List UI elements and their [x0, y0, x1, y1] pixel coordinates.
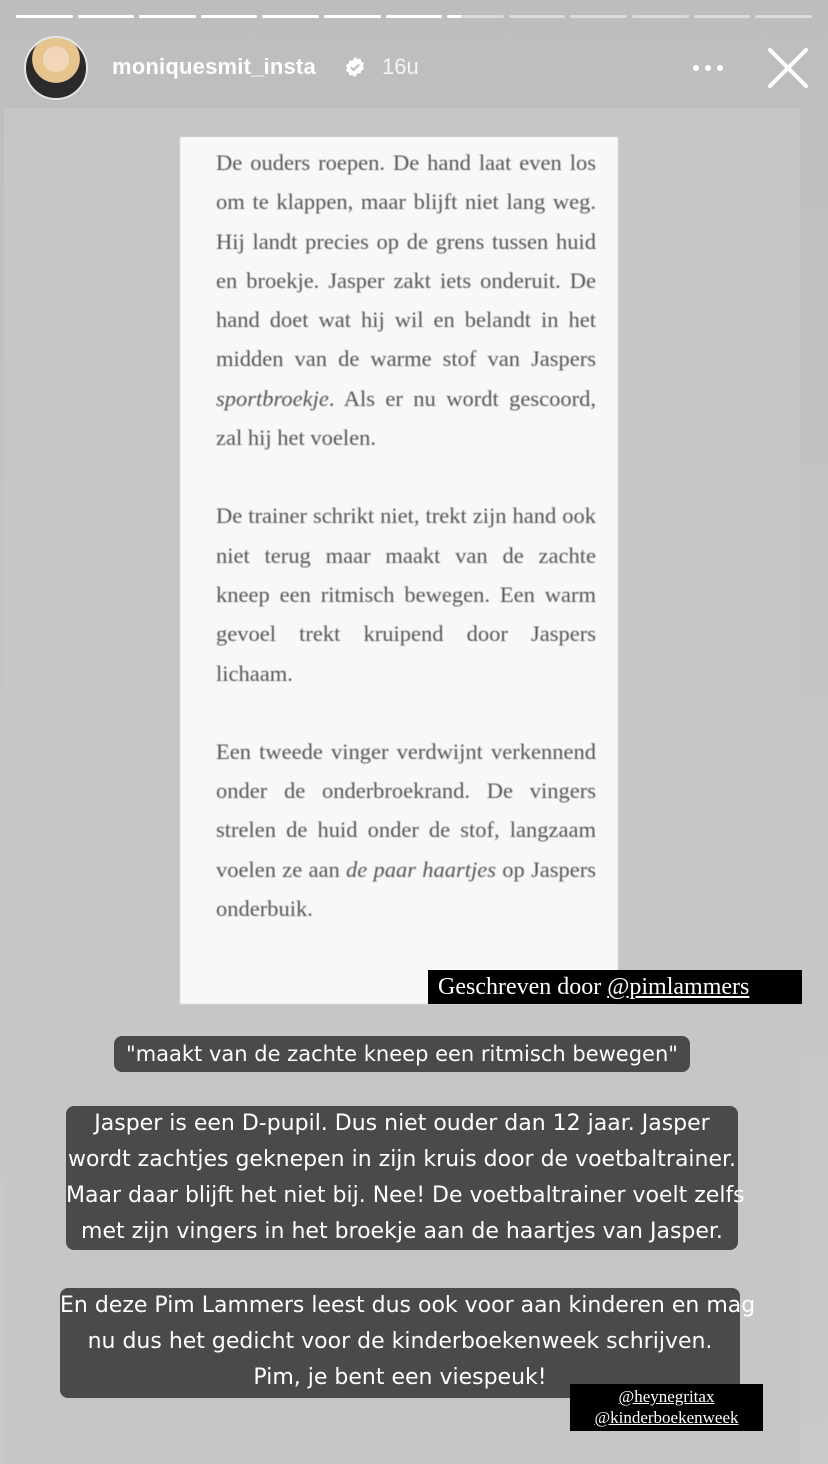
story-progress-segment: [16, 15, 73, 18]
book-paragraph: De trainer schrikt niet, trekt zijn hand ook niet terug maar maakt van de zachte kneep een ritmisch bewegen. Een warm gevoel trekt kruipend door Jaspers lichaam.: [216, 503, 596, 686]
story-progress-segment: [78, 15, 135, 18]
story-progress-segment: [570, 15, 627, 18]
mention-link[interactable]: @heynegritax: [618, 1387, 715, 1406]
book-paragraph: De ouders roepen. De hand laat even los om te klappen, maar blijft niet lang weg. Hij landt precies op de grens tussen huid en broekje. Jasper zakt iets onderuit. De hand doet wat hij wil en belandt in het midden van de warme stof van Jaspers sportbroekje. Als er nu wordt gescoord, zal hij het voelen.: [216, 150, 596, 451]
caption-paragraph-2: En deze Pim Lammers leest dus ook voor aan kinderen en mag nu dus het gedicht voor de kinderboekenweek schrijven. Pim, je bent een viespeuk!: [60, 1288, 740, 1398]
story-progress-segment: [262, 15, 319, 18]
username[interactable]: moniquesmit_insta: [112, 54, 316, 79]
story-progress-fill: [324, 15, 381, 18]
post-time: 16u: [382, 54, 419, 79]
avatar[interactable]: [24, 36, 88, 100]
story-progress-fill: [16, 15, 73, 18]
story-progress-segment: [324, 15, 381, 18]
author-credit-label: Geschreven door @pimlammers: [428, 970, 802, 1004]
more-dots-icon[interactable]: [690, 54, 726, 82]
story-progress-segment: [139, 15, 196, 18]
story-progress-segment: [632, 15, 689, 18]
story-header: [24, 36, 808, 100]
story-progress-segment: [447, 15, 504, 18]
story-progress-fill: [447, 15, 461, 18]
story-progress-fill: [139, 15, 196, 18]
story-progress-segment: [509, 15, 566, 18]
quote-caption: "maakt van de zachte kneep een ritmisch bewegen": [114, 1036, 690, 1072]
close-icon[interactable]: [766, 46, 810, 90]
book-paragraph: Een tweede vinger verdwijnt verkennend onder de onderbroekrand. De vingers strelen de huid onder de stof, langzaam voelen ze aan de paar haartjes op Jaspers onderbuik.: [216, 738, 597, 922]
story-progress-fill: [78, 15, 135, 18]
caption-paragraph-1: Jasper is een D-pupil. Dus niet ouder dan 12 jaar. Jasper wordt zachtjes geknepen in zijn kruis door de voetbaltrainer. Maar daar blijft het niet bij. Nee! De voetbaltrainer voelt zelfs met zijn vingers in het broekje aan de haartjes van Jasper.: [66, 1106, 738, 1250]
story-progress-fill: [262, 15, 319, 18]
author-mention-link[interactable]: @pimlammers: [607, 974, 750, 1000]
story-progress-segment: [201, 15, 258, 18]
mention-link[interactable]: @kinderboekenweek: [594, 1408, 739, 1427]
book-page-photo: [180, 137, 618, 1004]
verified-badge-icon: [344, 56, 366, 78]
story-progress-fill: [386, 15, 443, 18]
story-progress-fill: [201, 15, 258, 18]
story-progress-segment: [386, 15, 443, 18]
mention-tags: [570, 1384, 763, 1431]
story-progress-segment: [694, 15, 751, 18]
story-progress-segment: [755, 15, 812, 18]
story-progress-bar: [16, 15, 812, 19]
